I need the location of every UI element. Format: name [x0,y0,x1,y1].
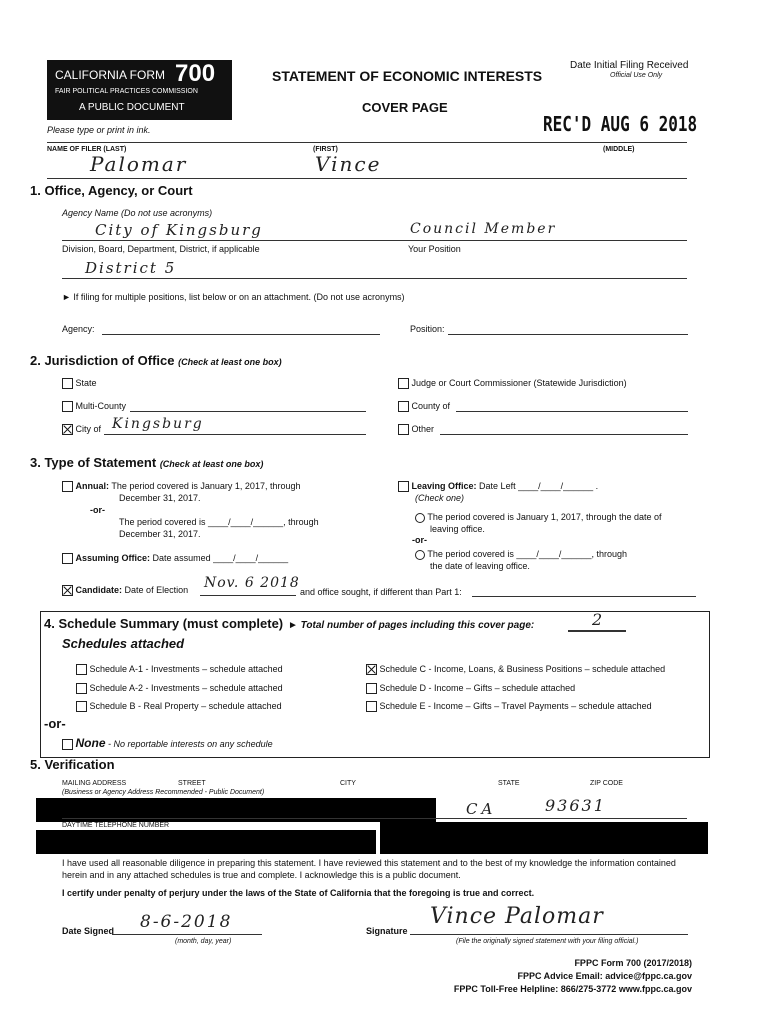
agency-value[interactable]: City of Kingsburg [95,221,263,239]
leave-radio1[interactable] [415,513,425,523]
signature-label: Signature [366,926,408,936]
city-checkbox[interactable] [62,424,73,435]
agency-label: Agency Name (Do not use acronyms) [62,208,213,218]
county-option[interactable]: County of [398,401,450,412]
period-text2: December 31, 2017. [119,529,201,539]
city-value[interactable]: Kingsburg [112,416,204,432]
last-name-label: NAME OF FILER (LAST) [47,146,127,153]
schedule-a1-option[interactable]: Schedule A-1 - Investments – schedule attached [76,664,283,675]
schedule-c-checkbox[interactable] [366,664,377,675]
candidate-checkbox[interactable] [62,585,73,596]
section1-heading: 1. Office, Agency, or Court [30,183,193,198]
schedule-a1-checkbox[interactable] [76,664,87,675]
form-subtitle: COVER PAGE [362,100,448,115]
date-initial-label: Date Initial Filing Received [570,60,689,71]
business-note: (Business or Agency Address Recommended - Public Document) [62,789,265,796]
schedule-b-checkbox[interactable] [76,701,87,712]
section5-heading: 5. Verification [30,757,115,772]
schedule-d-option[interactable]: Schedule D - Income – Gifts – schedule attached [366,683,575,694]
assuming-checkbox[interactable] [62,553,73,564]
total-pages-value[interactable]: 2 [592,610,605,629]
leaving-option[interactable]: Leaving Office: Date Left ____/____/______ . [398,481,598,492]
signature-note: (File the originally signed statement with your filing official.) [456,938,639,945]
middle-name-label: (MIDDLE) [603,146,635,153]
phone-label: DAYTIME TELEPHONE NUMBER [62,822,170,829]
leave-or: -or- [412,535,427,545]
leave-radio2[interactable] [415,550,425,560]
schedule-d-checkbox[interactable] [366,683,377,694]
certify-text: I certify under penalty of perjury under the laws of the State of California that the foregoing is true and correct. [62,888,535,898]
received-stamp: REC'D AUG 6 2018 [543,112,698,136]
total-pages-label: ► Total number of pages including this cover page: [288,620,535,631]
leave-opt1b: leaving office. [430,524,485,534]
candidate-text2: and office sought, if different than Part 1: [300,587,462,597]
schedule-a2-checkbox[interactable] [76,683,87,694]
fppc-label: FAIR POLITICAL PRACTICES COMMISSION [55,88,198,95]
leave-opt2b: the date of leaving office. [430,561,530,571]
schedule-b-option[interactable]: Schedule B - Real Property – schedule attached [76,701,282,712]
section3-heading: 3. Type of Statement (Check at least one box) [30,455,264,470]
official-use-label: Official Use Only [610,72,663,79]
footer-form-id: FPPC Form 700 (2017/2018) [574,958,692,968]
signature-value[interactable]: Vince Palomar [430,904,604,929]
leave-option1[interactable]: The period covered is January 1, 2017, through the date of [415,512,662,523]
period-text: The period covered is ____/____/______, through [119,517,319,527]
schedule-e-option[interactable]: Schedule E - Income – Gifts – Travel Payments – schedule attached [366,701,652,712]
candidate-option[interactable]: Candidate: Date of Election [62,585,188,596]
leave-option2[interactable]: The period covered is ____/____/______, through [415,549,627,560]
judge-checkbox[interactable] [398,378,409,389]
assuming-option[interactable]: Assuming Office: Date assumed ____/____/______ [62,553,288,564]
your-position-label: Your Position [408,244,461,254]
last-name-value[interactable]: Palomar [90,152,188,176]
public-doc-label: A PUBLIC DOCUMENT [79,102,185,113]
annual-checkbox[interactable] [62,481,73,492]
schedule-a2-option[interactable]: Schedule A-2 - Investments – schedule attached [76,683,283,694]
section2-heading: 2. Jurisdiction of Office (Check at least one box) [30,353,282,368]
mailing-label: MAILING ADDRESS [62,780,127,787]
other-option[interactable]: Other [398,424,434,435]
annual-or: -or- [90,505,105,515]
election-date-value[interactable]: Nov. 6 2018 [204,575,300,591]
street-label: STREET [178,780,206,787]
city-label: CITY [340,780,356,787]
first-name-label: (FIRST) [313,146,338,153]
multi-position-note: ► If filing for multiple positions, list below or on an attachment. (Do not use acronyms) [62,292,405,302]
leaving-checkbox[interactable] [398,481,409,492]
footer-helpline: FPPC Toll-Free Helpline: 866/275-3772 www.fppc.ca.gov [453,984,692,994]
check-one: (Check one) [415,493,465,503]
agency2-label: Agency: [62,324,95,334]
redacted-phone [36,830,376,854]
form-badge [47,60,232,120]
position2-label: Position: [410,324,445,334]
schedule-e-checkbox[interactable] [366,701,377,712]
state-label: STATE [498,780,520,787]
state-option[interactable]: State [62,378,97,389]
type-instruction: Please type or print in ink. [47,125,151,135]
annual-text2: December 31, 2017. [119,493,201,503]
position-value[interactable]: Council Member [410,221,557,237]
footer-email: FPPC Advice Email: advice@fppc.ca.gov [517,971,692,981]
county-checkbox[interactable] [398,401,409,412]
none-option[interactable]: None - No reportable interests on any schedule [62,736,273,750]
section4-heading: 4. Schedule Summary (must complete) [44,616,284,631]
form-title: STATEMENT OF ECONOMIC INTERESTS [272,68,543,84]
form-label: CALIFORNIA FORM [55,68,166,82]
multi-county-option[interactable]: Multi-County [62,401,126,412]
schedule-c-option[interactable]: Schedule C - Income, Loans, & Business Positions – schedule attached [366,664,665,675]
state-checkbox[interactable] [62,378,73,389]
first-name-value[interactable]: Vince [315,152,382,176]
division-label: Division, Board, Department, District, if applicable [62,244,260,254]
none-checkbox[interactable] [62,739,73,750]
date-signed-label: Date Signed [62,926,115,936]
form-number: 700 [175,60,216,87]
diligence-text: I have used all reasonable diligence in preparing this statement. I have reviewed this statement and to the best of my knowledge the information contained herein and in any attached schedules is true and complete. I acknowledge this is a public document. [62,858,676,880]
state-value[interactable]: CA [466,800,497,818]
zip-label: ZIP CODE [590,780,623,787]
redacted-email [380,822,708,854]
city-option[interactable]: City of [62,424,101,435]
judge-option[interactable]: Judge or Court Commissioner (Statewide Jurisdiction) [398,378,627,389]
schedules-attached-label: Schedules attached [62,636,185,651]
multi-county-checkbox[interactable] [62,401,73,412]
annual-option[interactable]: Annual: The period covered is January 1, 2017, through [62,481,300,492]
zip-value[interactable]: 93631 [545,796,606,815]
date-format: (month, day, year) [175,938,232,945]
other-checkbox[interactable] [398,424,409,435]
date-signed-value[interactable]: 8-6-2018 [140,912,233,932]
schedule-or: -or- [44,716,66,731]
division-value[interactable]: District 5 [85,259,177,277]
